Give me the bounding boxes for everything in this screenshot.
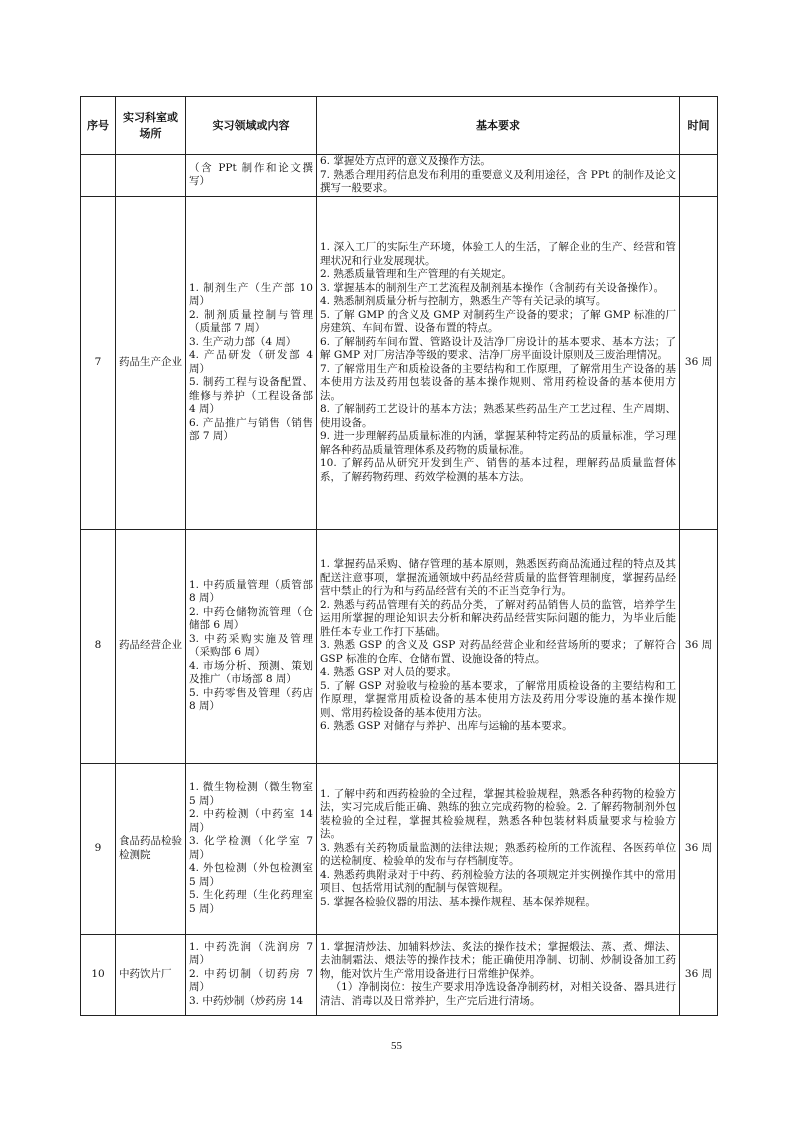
row-requirements (317, 763, 680, 934)
header-num: 序号 (81, 97, 116, 155)
area-item: 3. 中药炒制（炒药房 14 (189, 994, 304, 1007)
area-item: 1. 微生物检测（微生物室 5 周） (189, 781, 313, 807)
requirement-item: 4. 熟悉 GSP 对人员的要求。 (320, 666, 458, 679)
row-requirements (317, 934, 680, 1015)
area-item: 1. 中药质量管理（质管部 8 周） (189, 578, 313, 604)
area-item: 3. 化学检测（化学室 7 周） (189, 835, 313, 861)
requirement-item: 1. 掌握清炒法、加辅料炒法、炙法的操作技术；掌握煅法、蒸、煮、燀法、去油制霜法、煨法等的操作技术；能正确使用净制、切制、炒制设备加工药物，能对饮片生产常用设备进行日常维护保养。 (320, 940, 676, 980)
requirement-item: 4. 熟悉药典附录对于中药、药剂检验方法的各项规定并实例操作其中的常用项目、包括常用试剂的配制与保管规程。 (320, 868, 676, 895)
row-time (680, 155, 718, 197)
header-time: 时间 (680, 97, 718, 155)
area-item: 2. 制剂质量控制与管理（质量部 7 周） (189, 308, 313, 334)
requirement-item: 8. 了解制药工艺设计的基本方法；熟悉某些药品生产工艺过程、生产周期、使用设备。 (320, 403, 676, 429)
row-area (186, 934, 317, 1015)
requirement-item: 3. 熟悉 GSP 的含义及 GSP 对药品经营企业和经营场所的要求；了解符合 GSP 标准的仓库、仓储布置、设施设备的特点。 (320, 639, 676, 665)
row-area (186, 529, 317, 763)
row-time: 36 周 (680, 934, 718, 1015)
area-item: 2. 中药切制（切药房 7 周） (189, 967, 313, 994)
area-item: 6. 产品推广与销售（销售部 7 周） (189, 416, 313, 442)
row-time: 36 周 (680, 196, 718, 529)
header-area: 实习领域或内容 (186, 97, 317, 155)
page-number: 55 (391, 1040, 402, 1052)
header-place: 实习科室或场所 (116, 97, 186, 155)
row-area (186, 155, 317, 197)
table-row (81, 934, 718, 1015)
area-item: （含 PPt 制作和论文撰写） (189, 161, 313, 188)
row-num: 7 (81, 196, 116, 529)
area-item: 5. 生化药理（生化药理室 5 周） (189, 889, 313, 915)
row-num: 8 (81, 529, 116, 763)
requirement-item: （1）净制岗位：按生产要求用净选设备净制药材，对相关设备、器具进行清洁、消毒以及日常养护，生产完后进行清场。 (320, 981, 676, 1007)
area-item: 1. 制剂生产（生产部 10 周） (189, 281, 313, 307)
requirement-item: 2. 熟悉与药品管理有关的药品分类，了解对药品销售人员的监管，培养学生运用所掌握的理论知识去分析和解决药品经营实际问题的能力，为毕业后能胜任本专业工作打下基础。 (320, 598, 676, 638)
row-num: 9 (81, 763, 116, 934)
requirement-item: 7. 熟悉合理用药信息发布利用的重要意义及利用途径，含 PPt 的制作及论文撰写一般要求。 (320, 168, 676, 194)
table-header-row (81, 97, 718, 155)
requirement-item: 1. 掌握药品采购、储存管理的基本原则，熟悉医药商品流通过程的特点及其配送注意事项，掌握流通领域中药品经营质量的监督管理制度，掌握药品经营中禁止的行为和与药品经营有关的不正当竞争行为。 (320, 558, 676, 598)
row-place: 中药饮片厂 (116, 934, 186, 1015)
area-item: 2. 中药仓储物流管理（仓储部 6 周） (189, 605, 313, 631)
table-row (81, 155, 718, 197)
requirement-item: 6. 掌握处方点评的意义及操作方法。 (320, 155, 491, 167)
requirement-item: 3. 掌握基本的制剂生产工艺流程及制剂基本操作（含制药有关设备操作）。 (320, 281, 665, 294)
requirement-item: 6. 了解制药车间布置、管路设计及洁净厂房设计的基本要求、基本方法；了解 GMP 对厂房洁净等级的要求、洁净厂房平面设计原则及三废治理情况。 (320, 335, 676, 361)
header-requirements: 基本要求 (317, 97, 680, 155)
requirement-item: 1. 深入工厂的实际生产环境，体验工人的生活，了解企业的生产、经营和管理状况和行业发展现状。 (320, 241, 676, 267)
area-item: 3. 中药采购实施及管理（采购部 6 周） (189, 632, 313, 658)
area-item: 5. 制药工程与设备配置、维修与养护（工程设备部 4 周） (189, 376, 313, 415)
row-place: 药品经营企业 (116, 529, 186, 763)
row-time: 36 周 (680, 529, 718, 763)
requirement-item: 5. 了解 GSP 对验收与检验的基本要求，了解常用质检设备的主要结构和工作原理，掌握常用质检设备的基本使用方法及药用分零设施的基本操作规则、常用药检设备的基本使用方法。 (320, 679, 676, 719)
requirement-item: 10. 了解药品从研究开发到生产、销售的基本过程，理解药品质量监督体系，了解药物药理、药效学检测的基本方法。 (320, 457, 676, 483)
row-num (81, 155, 116, 197)
row-time: 36 周 (680, 763, 718, 934)
requirement-item: 3. 熟悉有关药物质量监测的法律法规；熟悉药检所的工作流程、各医药单位的送检制度、检验单的发布与存档制度等。 (320, 841, 676, 868)
requirement-item: 6. 熟悉 GSP 对储存与养护、出库与运输的基本要求。 (320, 720, 573, 733)
area-item: 4. 产品研发（研发部 4 周） (189, 349, 313, 375)
row-place (116, 155, 186, 197)
requirement-item: 5. 掌握各检验仪器的用法、基本操作规程、基本保养规程。 (320, 895, 596, 908)
area-item: 5. 中药零售及管理（药店 8 周） (189, 686, 313, 712)
row-area (186, 763, 317, 934)
requirement-item: 5. 了解 GMP 的含义及 GMP 对制药生产设备的要求；了解 GMP 标准的厂房建筑、车间布置、设备布置的特点。 (320, 308, 676, 334)
area-item: 2. 中药检测（中药室 14 周） (189, 808, 313, 834)
area-item: 1. 中药洗润（洗润房 7 周） (189, 940, 313, 967)
requirement-item: 1. 了解中药和西药检验的全过程，掌握其检验规程，熟悉各种药物的检验方法，实习完成后能正确、熟练的独立完成药物的检验。2. 了解药物制剂外包装检验的全过程，掌握其检验规程，熟悉各种包装材料质量要求与检验方法。 (320, 787, 676, 841)
row-place: 食品药品检验检测院 (116, 763, 186, 934)
row-area (186, 196, 317, 529)
table-row (81, 763, 718, 934)
table-row (81, 196, 718, 529)
requirement-item: 7. 了解常用生产和质检设备的主要结构和工作原理，了解常用生产设备的基本使用方法及药用包装设备的基本操作规则、常用药检设备的基本使用方法。 (320, 362, 676, 402)
row-place: 药品生产企业 (116, 196, 186, 529)
table-row (81, 529, 718, 763)
row-num: 10 (81, 934, 116, 1015)
requirement-item: 4. 熟悉制剂质量分析与控制方，熟悉生产等有关记录的填写。 (320, 295, 607, 307)
area-item: 4. 市场分析、预测、策划及推广（市场部 8 周） (189, 659, 313, 685)
row-requirements (317, 196, 680, 529)
area-item: 4. 外包检测（外包检测室 5 周） (189, 862, 313, 888)
row-requirements (317, 155, 680, 197)
area-item: 3. 生产动力部（4 周） (189, 335, 297, 348)
requirement-item: 9. 进一步理解药品质量标准的内涵，掌握某种特定药品的质量标准，学习理解各种药品质量管理体系及药物的质量标准。 (320, 430, 676, 456)
internship-table (80, 96, 718, 1016)
row-requirements (317, 529, 680, 763)
requirement-item: 2. 熟悉质量管理和生产管理的有关规定。 (320, 268, 512, 280)
